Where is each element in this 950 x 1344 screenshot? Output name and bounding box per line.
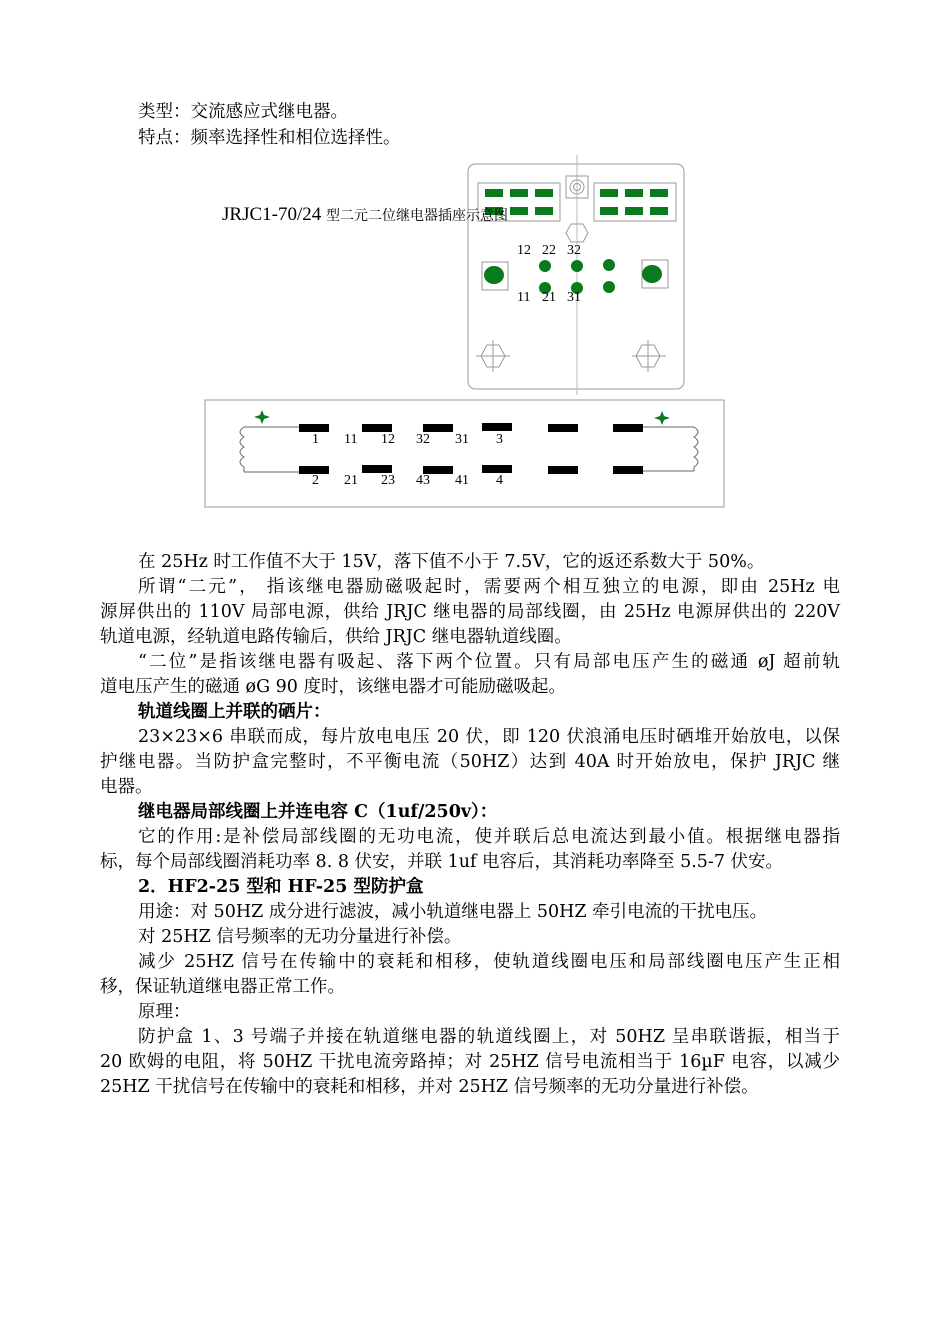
terminal-label: 23 [381,473,395,488]
paragraph-line: 道电压产生的磁通 øG 90 度时，该继电器才可能励磁吸起。 [100,677,566,697]
socket-label: 22 [542,243,556,258]
section-heading: 2．HF2-25 型和 HF-25 型防护盒 [138,877,424,897]
socket-label: 21 [542,290,556,305]
terminal-label: 11 [344,432,358,447]
type-line: 类型：交流感应式继电器。 [138,102,348,122]
section-heading: 轨道线圈上并联的硒片： [138,702,331,722]
paragraph-line: 23×23×6 串联而成，每片放电电压 20 伏，即 120 伏浪涌电压时硒堆开始放电，以保 [138,727,840,747]
terminal-label: 31 [455,432,469,447]
diagram-title [222,204,508,226]
terminal-label: 12 [381,432,395,447]
paragraph-line: 轨道电源，经轨道电路传输后，供给 JRJC 继电器轨道线圈。 [100,627,572,647]
paragraph-line: 所谓“二元”， 指该继电器励磁吸起时，需要两个相互独立的电源，即由 25Hz 电 [138,577,840,597]
paragraph-line: 它的作用:是补偿局部线圈的无功电流，使并联后总电流达到最小值。根据继电器指 [138,827,840,847]
socket-label: 31 [567,290,581,305]
socket-label: 11 [517,290,531,305]
terminal-bars [299,423,643,474]
socket-label: 32 [567,243,581,258]
paragraph-line: 在 25Hz 时工作值不大于 15V，落下值不小于 7.5V，它的返还系数大于 50%。 [138,552,765,572]
terminal-label: 2 [312,473,319,488]
paragraph-line: “二位”是指该继电器有吸起、落下两个位置。只有局部电压产生的磁通 øJ 超前轨 [138,652,840,672]
feature-line: 特点：频率选择性和相位选择性。 [138,128,401,148]
terminal-block [205,400,724,507]
paragraph-line: 对 25HZ 信号频率的无功分量进行补偿。 [138,927,462,947]
paragraph-line: 移，保证轨道继电器正常工作。 [100,977,345,997]
paragraph-line: 减少 25HZ 信号在传输中的衰耗和相移，使轨道线圈电压和局部线圈电压产生正相 [138,952,840,972]
paragraph-line: 用途：对 50HZ 成分进行滤波，减小轨道继电器上 50HZ 牵引电流的干扰电压。 [138,902,768,922]
paragraph-line: 防护盒 1、3 号端子并接在轨道继电器的轨道线圈上，对 50HZ 呈串联谐振，相当于 [138,1027,840,1047]
socket-label: 12 [517,243,531,258]
terminal-label: 4 [496,473,503,488]
relay-socket-diagram [0,0,950,520]
paragraph-line: 25HZ 干扰信号在传输中的衰耗和相移，并对 25HZ 信号频率的无功分量进行补偿。 [100,1077,759,1097]
terminal-label: 1 [312,432,319,447]
paragraph-line: 20 欧姆的电阻，将 50HZ 干扰电流旁路掉；对 25HZ 信号电流相当于 16µF 电容，以减少 [100,1052,840,1072]
paragraph-line: 源屏供出的 110V 局部电源，供给 JRJC 继电器的局部线圈，由 25Hz 电源屏供出的 220V [100,602,840,622]
section-heading: 继电器局部线圈上并连电容 C（1uf/250v）： [138,802,498,822]
terminal-label: 41 [455,473,469,488]
paragraph-line: 原理： [138,1002,191,1022]
star-icon [254,410,670,425]
coil-wiring [240,427,698,472]
diagram-title-sub: 型二元二位继电器插座示意图 [326,209,508,224]
paragraph-line: 标，每个局部线圈消耗功率 8. 8 伏安，并联 1uf 电容后，其消耗功率降至 5.5-7 伏安。 [100,852,784,872]
terminal-label: 21 [344,473,358,488]
paragraph-line: 电器。 [100,777,153,797]
diagram-title-main: JRJC1-70/24 [222,204,322,225]
terminal-label: 43 [416,473,430,488]
terminal-label: 32 [416,432,430,447]
paragraph-line: 护继电器。当防护盒完整时，不平衡电流（50HZ）达到 40A 时开始放电，保护 JRJC 继 [100,752,840,772]
terminal-label: 3 [496,432,503,447]
